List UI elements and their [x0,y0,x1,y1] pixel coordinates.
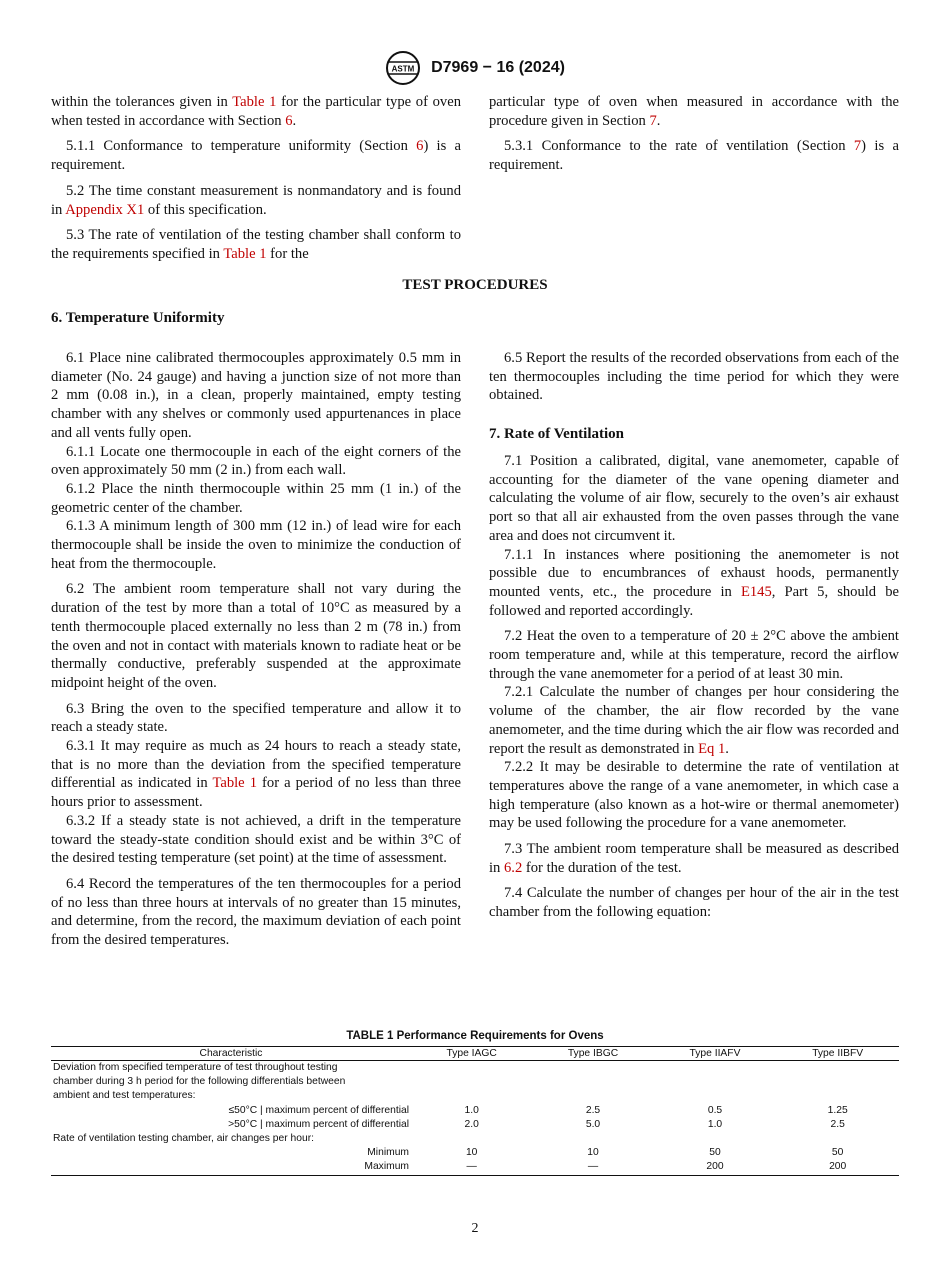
table-1-title: TABLE 1 Performance Requirements for Ovens [346,1030,604,1042]
row-label: Maximum [364,1161,409,1173]
table-row [51,1146,899,1160]
table-cell: — [587,1161,599,1173]
table-cell: 2.5 [585,1104,601,1116]
performance-table [51,1046,899,1176]
paragraph-7-2: 7.2 Heat the oven to a temperature of 20 ± 2°C above the ambient room temperature and, while at this temperature, record the airflow through the vane anemometer for a period of at least 30 min. [489,628,899,682]
left-column-top [51,93,461,271]
paragraph-5-2: 5.2 The time constant measurement is nonmandatory and is found in Appendix X1 of this specification. [51,182,461,218]
table-cell: 0.5 [707,1104,723,1116]
section-7-link[interactable]: 7 [649,112,657,129]
group-label: Deviation from specified temperature of test throughout testing [53,1062,338,1073]
paragraph-6-4: 6.4 Record the temperatures of the ten thermocouples for a period of no less than three hours at intervals of no greater than 15 minutes, and determine, from the record, the maximum deviation of each point from the desired temperatures. [51,875,461,949]
table-cell: 10 [465,1147,478,1159]
column-header: Type IIAFV [689,1048,741,1059]
section-6-body [51,349,461,957]
paragraph-5-3-cont: particular type of oven when measured in accordance with the procedure given in Section 7. [489,94,899,129]
paragraph-5-1-1: 5.1.1 Conformance to temperature uniformity (Section 6) is a requirement. [51,138,461,174]
table-row [51,1089,899,1103]
svg-text:ASTM: ASTM [391,64,415,74]
paragraph-6-5-block [489,349,899,412]
table-1-link[interactable]: Table 1 [232,94,277,110]
paragraph-5-1-cont: within the tolerances given in Table 1 for the particular type of oven when tested in accordance with Section 6. [51,94,462,129]
table-row [51,1132,899,1146]
paragraph-5-3-1: 5.3.1 Conformance to the rate of ventilation (Section 7) is a requirement. [489,138,899,174]
page-header [0,50,950,86]
paragraph-7-1: 7.1 Position a calibrated, digital, vane anemometer, capable of accounting for the diameter of the vane opening diameter and calculating the volume of air flow, securely to the oven’s air exhaust port so that all air exhausted from the oven passes through the vane area and does not circumvent it. [489,453,899,544]
paragraph-6-1-3: 6.1.3 A minimum length of 300 mm (12 in.) of lead wire for each thermocouple shall be inside the oven to minimize the conduction of heat from the thermocouple. [51,518,461,572]
paragraph-6-3-1: 6.3.1 It may require as much as 24 hours to reach a steady state, that is no more than the deviation from the specified temperature differential as indicated in Table 1 for a period of no less than three hours prior to assessment. [51,738,462,811]
section-6-heading: 6. Temperature Uniformity [51,310,225,326]
paragraph-7-3: 7.3 The ambient room temperature shall be measured as described in 6.2 for the duration of the test. [489,841,899,876]
column-header: Type IBGC [567,1048,619,1059]
paragraph-6-5: 6.5 Report the results of the recorded observations from each of the ten thermocouples including the time period for which they were obtained. [489,350,899,404]
astm-logo-icon [385,50,421,86]
eq-1-link[interactable]: Eq 1 [698,740,726,757]
column-header: Type IAGC [446,1048,497,1059]
paragraph-6-3: 6.3 Bring the oven to the specified temperature and allow it to reach a steady state. [51,700,461,736]
table-1-link[interactable]: Table 1 [223,245,267,262]
right-column-top [489,93,899,182]
paragraph-7-2-2: 7.2.2 It may be desirable to determine the rate of ventilation at temperatures above the range of a vane anemometer, in which case a high temperature (also known as a hot-wire or thermal anemometer) may be used following the procedure for a vane anemometer. [489,759,899,832]
row-label: ≤50°C | maximum percent of differential [228,1104,409,1116]
table-row [51,1075,899,1089]
row-label: Minimum [367,1147,409,1159]
section-7-heading: 7. Rate of Ventilation [489,426,624,442]
table-row [51,1118,899,1132]
column-header: Characteristic [199,1048,263,1059]
table-cell: 1.25 [827,1104,848,1116]
table-cell: 50 [709,1147,721,1159]
page-number: 2 [471,1221,479,1236]
paragraph-6-2: 6.2 The ambient room temperature shall not vary during the duration of the test by more than a total of 10°C as measured by a tenth thermocouple placed externally no less than 2 m (78 in.) from the oven and not in contact with materials known to radiate heat or be thermally conductive, preferably suspended at the approximate midpoint height of the oven. [51,581,461,691]
paragraph-5-3: 5.3 The rate of ventilation of the testing chamber shall conform to the requirements specified in Table 1 for the [51,227,461,262]
table-cell: 200 [829,1161,847,1173]
section-6-link[interactable]: 6 [285,112,293,129]
paragraph-7-4: 7.4 Calculate the number of changes per hour of the air in the test chamber from the following equation: [489,885,899,921]
section-6-link[interactable]: 6 [416,138,424,155]
e145-link[interactable]: E145 [740,583,772,600]
section-7-link[interactable]: 7 [853,138,862,155]
paragraph-6-3-2: 6.3.2 If a steady state is not achieved, a drift in the temperature toward the steady-state condition should exist and be within 3°C of the desired testing temperature (set point) at the time of assessment. [51,812,461,867]
section-6-2-link[interactable]: 6.2 [504,859,523,876]
paragraph-6-1-2: 6.1.2 Place the ninth thermocouple within 25 mm (1 in.) of the geometric center of the chamber. [51,480,461,516]
column-header: Type IIBFV [812,1048,864,1059]
table-cell: 200 [706,1161,724,1173]
table-cell: — [466,1161,477,1173]
table-row [51,1104,899,1118]
table-row [51,1061,899,1076]
group-label: chamber during 3 h period for the following differentials between [53,1076,346,1088]
table-row [51,1160,899,1175]
test-procedures-heading: TEST PROCEDURES [402,277,548,293]
group-label: ambient and test temperatures: [53,1090,196,1102]
appendix-x1-link[interactable]: Appendix X1 [65,201,145,218]
paragraph-6-1-1: 6.1.1 Locate one thermocouple in each of the eight corners of the oven approximately 50 mm (2 in.) from each wall. [51,443,461,479]
document-id: D7969 − 16 (2024) [431,59,565,76]
paragraph-7-2-1: 7.2.1 Calculate the number of changes per hour considering the volume of the chamber, the air flow recorded by the vane anemometer, and the time during which the air flow was recorded and report the result as demonstrated in Eq 1. [489,684,899,757]
row-label: >50°C | maximum percent of differential [228,1118,409,1130]
table-header-row [51,1047,899,1061]
table-cell: 2.5 [830,1118,845,1130]
paragraph-7-1-1: 7.1.1 In instances where positioning the anemometer is not possible due to encumbrances of exhaust hoods, permanently mounted vents, etc., the procedure in E145, Part 5, should be followed and reported accordingly. [489,546,899,619]
table-cell: 10 [587,1147,599,1159]
table-cell: 5.0 [585,1118,601,1130]
table-1-link[interactable]: Table 1 [212,775,257,792]
paragraph-6-1: 6.1 Place nine calibrated thermocouples approximately 0.5 mm in diameter (No. 24 gauge) and having a junction size of not more than 2 mm (0.08 in.), in a clean, properly maintained, empty testing chamber with any shelves or commonly used appurtenances in place and all vents fully open. [51,350,461,441]
table-1 [51,1030,899,1176]
table-cell: 2.0 [464,1118,479,1130]
table-cell: 1.0 [707,1118,723,1130]
group-label: Rate of ventilation testing chamber, air changes per hour: [53,1133,315,1145]
table-cell: 1.0 [464,1104,479,1116]
table-cell: 50 [831,1147,844,1159]
section-7-body [489,452,899,929]
